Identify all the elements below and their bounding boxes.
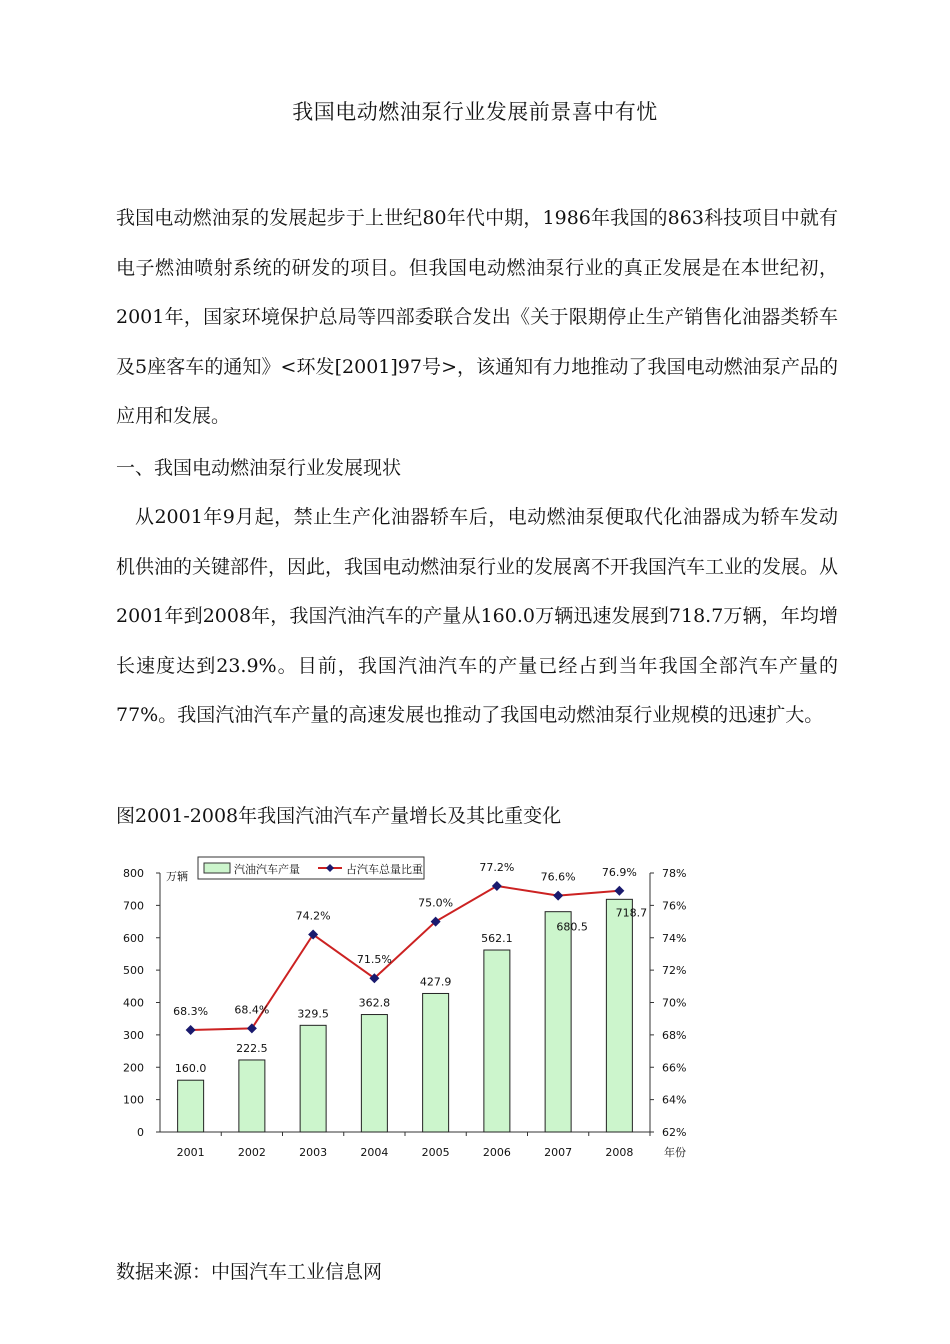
bar-data-label: 680.5 <box>556 920 588 934</box>
bar <box>484 950 510 1132</box>
legend-line-label: 占汽车总量比重 <box>346 863 423 876</box>
bar <box>239 1060 265 1132</box>
legend <box>198 857 424 879</box>
legend-bar-label: 汽油汽车产量 <box>234 863 300 876</box>
line-point <box>186 1025 196 1035</box>
bar-data-label: 562.1 <box>481 932 513 946</box>
status-paragraph: 从2001年9月起，禁止生产化油器轿车后，电动燃油泵便取代化油器成为轿车发动机供油的关键部件，因此，我国电动燃油泵行业的发展离不开我国汽车工业的发展。从2001年到2008年，我国汽油汽车的产量从160.0万辆迅速发展到718.7万辆，年均增长速度达到23.9%。目前，我国汽油汽车的产量已经占到当年我国全部汽车产量的77%。我国汽油汽车产量的高速发展也推动了我国电动燃油泵行业规模的迅速扩大。 <box>116 506 839 726</box>
line-data-label: 68.3% <box>173 1005 209 1019</box>
bar-data-label: 718.7 <box>615 906 648 920</box>
bar <box>361 1015 387 1132</box>
right-tick-label: 62% <box>662 1126 687 1139</box>
x-tick-label: 2003 <box>299 1146 328 1159</box>
x-tick-label: 2007 <box>544 1146 573 1159</box>
x-tick-label: 2001 <box>176 1146 205 1159</box>
page-title: 我国电动燃油泵行业发展前景喜中有忧 <box>292 100 658 124</box>
x-tick-label: 2006 <box>482 1146 511 1159</box>
bar-data-label: 427.9 <box>419 975 452 989</box>
x-tick-label: 2005 <box>421 1146 450 1159</box>
left-tick-label: 500 <box>123 964 144 978</box>
intro-paragraph: 我国电动燃油泵的发展起步于上世纪80年代中期，1986年我国的863科技项目中就有电子燃油喷射系统的研发的项目。但我国电动燃油泵行业的真正发展是在本世纪初，2001年，国家环境保护总局等四部委联合发出《关于限期停止生产销售化油器类轿车及5座客车的通知》<环发[2001]97号>，该通知有力地推动了我国电动燃油泵产品的应用和发展。 <box>116 207 838 427</box>
right-tick-label: 78% <box>662 867 687 880</box>
right-tick-label: 76% <box>662 899 687 913</box>
line-data-label: 74.2% <box>295 909 331 923</box>
figure-caption: 图2001-2008年我国汽油汽车产量增长及其比重变化 <box>116 805 562 827</box>
left-tick-label: 200 <box>123 1061 144 1075</box>
right-tick-label: 70% <box>662 996 687 1010</box>
left-tick-label: 700 <box>123 899 144 913</box>
bar-data-label: 222.5 <box>236 1041 268 1055</box>
section-heading: 一、我国电动燃油泵行业发展现状 <box>116 457 402 479</box>
bar-data-label: 160.0 <box>174 1062 207 1076</box>
bar <box>606 899 632 1132</box>
line-point <box>614 886 624 896</box>
line-data-label: 68.4% <box>234 1003 270 1017</box>
left-tick-label: 400 <box>123 996 144 1010</box>
bar-data-label: 362.8 <box>358 996 391 1010</box>
line-point <box>247 1023 257 1033</box>
legend-bar-swatch <box>204 863 230 873</box>
line-point <box>553 891 563 901</box>
right-tick-label: 72% <box>662 964 687 978</box>
left-tick-label: 800 <box>123 867 144 880</box>
bar <box>300 1025 326 1132</box>
right-tick-label: 64% <box>662 1093 687 1107</box>
bar <box>178 1080 204 1132</box>
left-tick-label: 600 <box>123 931 144 945</box>
left-axis-unit: 万辆 <box>166 870 188 883</box>
data-source: 数据来源：中国汽车工业信息网 <box>116 1261 383 1283</box>
line-data-label: 76.9% <box>601 865 637 879</box>
production-chart <box>110 845 710 1175</box>
x-tick-label: 2004 <box>360 1146 389 1159</box>
x-tick-label: 2002 <box>237 1146 266 1159</box>
legend-line-marker <box>326 864 334 872</box>
x-axis-unit: 年份 <box>664 1146 686 1159</box>
left-tick-label: 0 <box>137 1126 144 1139</box>
line-data-label: 75.0% <box>418 896 454 910</box>
left-tick-label: 300 <box>123 1028 144 1042</box>
right-tick-label: 68% <box>662 1028 687 1042</box>
bar <box>423 993 449 1132</box>
line-data-label: 77.2% <box>479 860 515 874</box>
line-data-label: 71.5% <box>356 953 392 967</box>
bar <box>545 912 571 1132</box>
left-tick-label: 100 <box>123 1093 144 1107</box>
right-tick-label: 74% <box>662 931 687 945</box>
right-tick-label: 66% <box>662 1061 687 1075</box>
line-data-label: 76.6% <box>540 870 576 884</box>
line-point <box>492 881 502 891</box>
x-tick-label: 2008 <box>605 1146 634 1159</box>
bar-data-label: 329.5 <box>297 1007 329 1021</box>
